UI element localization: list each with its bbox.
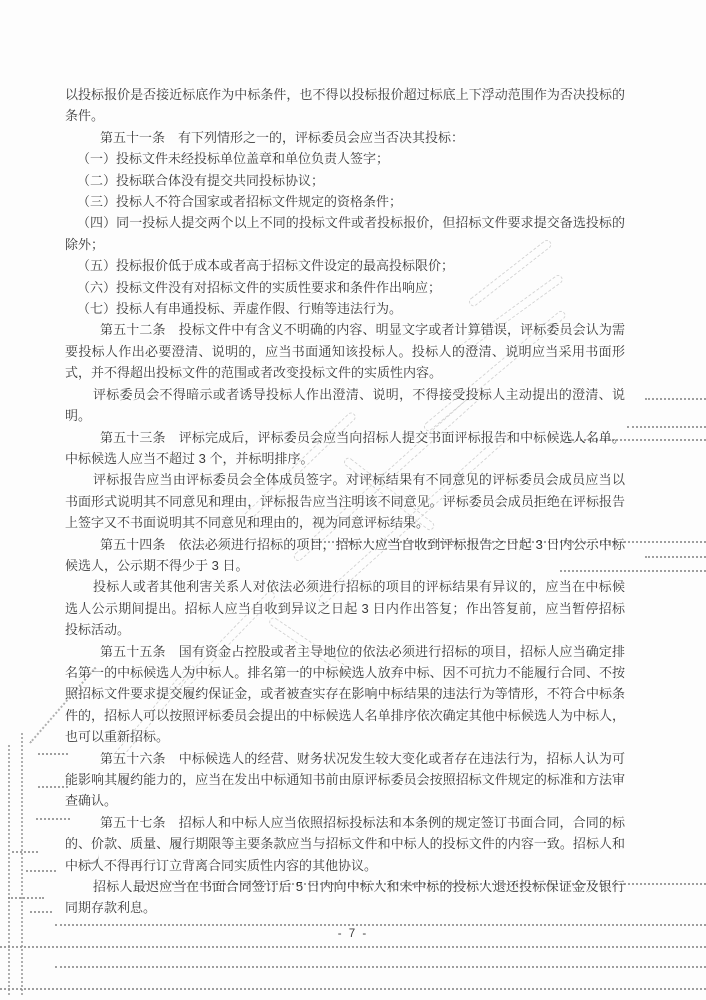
paragraph: 第五十六条 中标候选人的经营、财务状况发生较大变化或者存在违法行为，招标人认为可能影响其履约能力的，应当在发出中标通知书前由原评标委员会按照招标文件规定的标准和方法审查确认。 [65,750,625,809]
scan-dotted-line [645,398,706,400]
paragraph: 评标报告应当由评标委员会全体成员签字。对评标结果有不同意见的评标委员会成员应当以书面形式说明其不同意见和理由，评标报告应当注明该不同意见。评标委员会成员拒绝在评标报告上签字又不书面说明其不同意见和理由的，视为同意评标结果。 [65,472,625,531]
scan-dotted-line [12,851,38,853]
page-number: - 7 - [337,928,369,940]
scan-dotted-line-vertical [8,745,10,995]
paragraph: （四）同一投标人提交两个以上不同的投标文件或者投标报价，但招标文件要求提交备选投标的除外； [65,215,625,252]
paragraph: 第五十五条 国有资金占控股或者主导地位的依法必须进行招标的项目，招标人应当确定排名第一的中标候选人为中标人。排名第一的中标候选人放弃中标、因不可抗力不能履行合同、不按照招标文件要求提交履约保证金，或者被查实存在影响中标结果的违法行为等情形，不符合中标条件的，招标人可以按照评标委员会提出的中标候选人名单排序依次确定其他中标候选人为中标人，也可以重新招标。 [65,643,625,745]
paragraph: （二）投标联合体没有提交共同投标协议； [77,172,325,188]
scan-dotted-line-vertical [21,733,23,995]
scan-dotted-line [26,870,56,872]
paragraph: 第五十七条 招标人和中标人应当依照招标投标法和本条例的规定签订书面合同，合同的标的、价款、质量、履行期限等主要条款应当与招标文件和中标人的投标文件的内容一致。招标人和中标人不得再行订立背离合同实质性内容的其他协议。 [65,814,625,873]
scan-dotted-line [38,786,68,788]
scan-dotted-line [0,946,706,948]
paragraph: 投标人或者其他利害关系人对依法必须进行招标的项目的评标结果有异议的，应当在中标候选人公示期间提出。招标人应当自收到异议之日起 3 日内作出答复；作出答复前，应当暂停招标投标活动。 [65,579,625,638]
paragraph: 第五十二条 投标文件中有含义不明确的内容、明显文字或者计算错误，评标委员会认为需要投标人作出必要澄清、说明的，应当书面通知该投标人。投标人的澄清、说明应当采用书面形式，并不得超出投标文件的范围或者改变投标文件的实质性内容。 [65,322,625,381]
paragraph: 第五十一条 有下列情形之一的，评标委员会应当否决其投标： [100,129,465,145]
scan-dotted-line [0,988,706,990]
paragraph: 第五十四条 依法必须进行招标的项目，招标人应当自收到评标报告之日起 3 日内公示中标候选人，公示期不得少于 3 日。 [65,536,625,573]
scan-dotted-line [55,966,706,968]
scan-dotted-line [645,556,706,558]
scan-dotted-line [55,924,706,926]
paragraph: （三）投标人不符合国家或者招标文件规定的资格条件； [77,194,403,210]
scan-dotted-line [38,753,68,755]
scan-dotted-line [30,911,52,913]
document-body [65,84,625,919]
paragraph: 第五十三条 评标完成后，评标委员会应当向招标人提交书面评标报告和中标候选人名单。中标候选人应当不超过 3 个，并标明排序。 [65,429,625,466]
paragraph: 招标人最迟应当在书面合同签订后 5 日内向中标人和未中标的投标人退还投标保证金及银行同期存款利息。 [65,879,625,916]
scan-dotted-line [8,897,44,899]
paragraph: （一）投标文件未经投标单位盖章和单位负责人签字； [77,151,390,167]
paragraph: （五）投标报价低于成本或者高于招标文件设定的最高投标限价； [77,258,455,274]
paragraph: 评标委员会不得暗示或者诱导投标人作出澄清、说明，不得接受投标人主动提出的澄清、说明。 [65,386,625,424]
paragraph: 以投标报价是否接近标底作为中标条件，也不得以投标报价超过标底上下浮动范围作为否决投标的条件。 [65,87,625,124]
paragraph: （七）投标人有串通投标、弄虚作假、行贿等违法行为。 [77,301,403,317]
paragraph: （六）投标文件没有对招标文件的实质性要求和条件作出响应； [77,279,442,295]
scan-dotted-line [627,426,706,428]
